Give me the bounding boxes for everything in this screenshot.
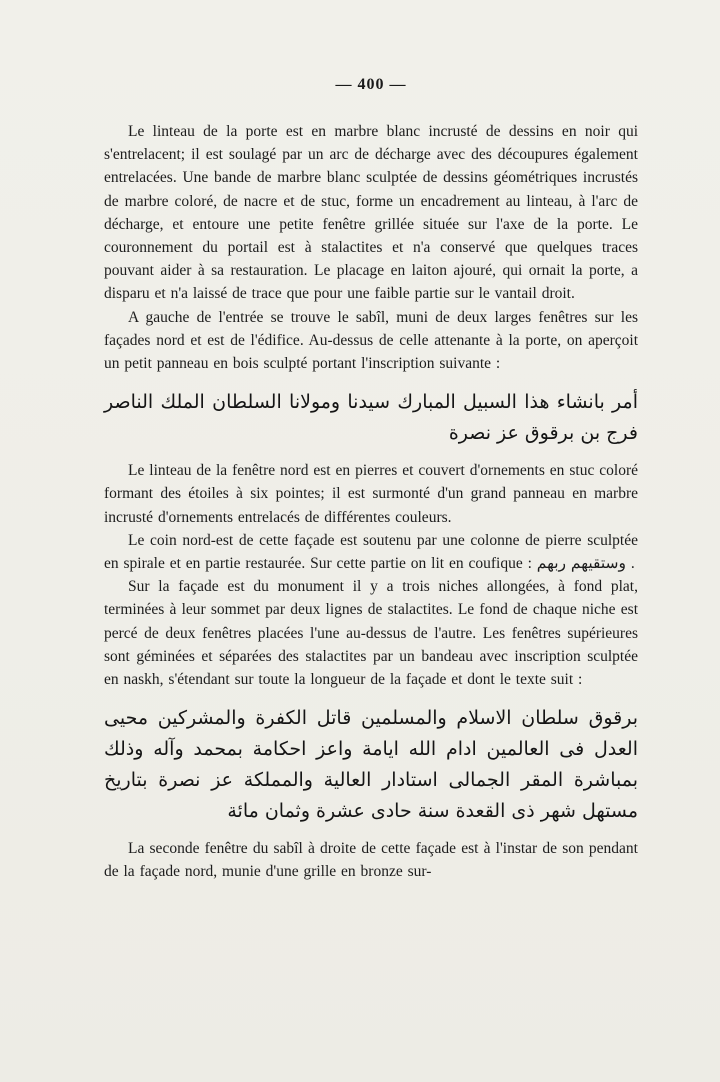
paragraph-sabil-entrance: A gauche de l'entrée se trouve le sabîl, muni de deux larges fenêtres sur les façades nord et est de l'édifice. Au-dessus de celle attenante à la porte, on aperçoit un petit panneau en bois sculpté portant l'inscription suivante : [104,308,638,373]
paragraph-northeast-corner-kufic: Le coin nord-est de cette façade est soutenu par une colonne de pierre sculptée en spirale et en partie restaurée. Sur cette partie on lit en coufique : وستقيهم ربهم . [104,531,638,573]
arabic-inscription-sabil: أمر بانشاء هذا السبيل المبارك سيدنا ومولانا السلطان الملك الناصر فرج بن برقوق عز نصرة [104,391,638,445]
paragraph-east-facade-niches: Sur la façade est du monument il y a trois niches allongées, à fond plat, terminées à leur sommet par deux lignes de stalactites. Le fond de chaque niche est percé de deux fenêtres placées l'une au-dessus de l'autre. Les fenêtres supérieures sont géminées et séparées des stalactites par un bandeau avec inscription sculptée en naskh, s'étendant sur toute la longueur de la façade et dont le texte suit : [104,578,638,689]
paragraph-north-window-lintel: Le linteau de la fenêtre nord est en pierres et couvert d'ornements en stuc coloré formant des étoiles à six pointes; il est surmonté d'un grand panneau en marbre incrusté d'ornements entrelacés de différentes couleurs. [104,462,638,526]
paragraph-lintel-door: Le linteau de la porte est en marbre blanc incrusté de dessins en noir qui s'entrelacent; il est soulagé par un arc de décharge avec des découpures également entrelacées. Une bande de marbre blanc sculptée de dessins géométriques incrustés de marbre coloré, de nacre et de stuc, forme un encadrement au linteau, à l'arc de décharge, et entoure une petite fenêtre grillée située sur l'axe de la porte. Le couronnement du portail est à stalactites et n'a conservé que quelques traces pouvant aider à sa restauration. Le placage en laiton ajouré, qui ornait la porte, a disparu et n'a laissé de trace que pour une faible partie sur le vantail droit. [104,123,638,303]
page-number: — 400 — [335,76,407,93]
arabic-inscription-naskh-band: برقوق سلطان الاسلام والمسلمين قاتل الكفرة والمشركين محيى العدل فى العالمين ادام الله ايامة واعز احكامة بمحمد وآله وذلك بمباشرة المقر الجمالى استادار العالية والمملكة عز نصرة بتاريخ مستهل شهر ذى القعدة سنة حادى عشرة وثمان مائة [104,707,638,823]
page-content [104,120,638,884]
paragraph-second-window: La seconde fenêtre du sabîl à droite de cette façade est à l'instar de son pendant de la façade nord, munie d'une grille en bronze sur- [104,840,638,881]
